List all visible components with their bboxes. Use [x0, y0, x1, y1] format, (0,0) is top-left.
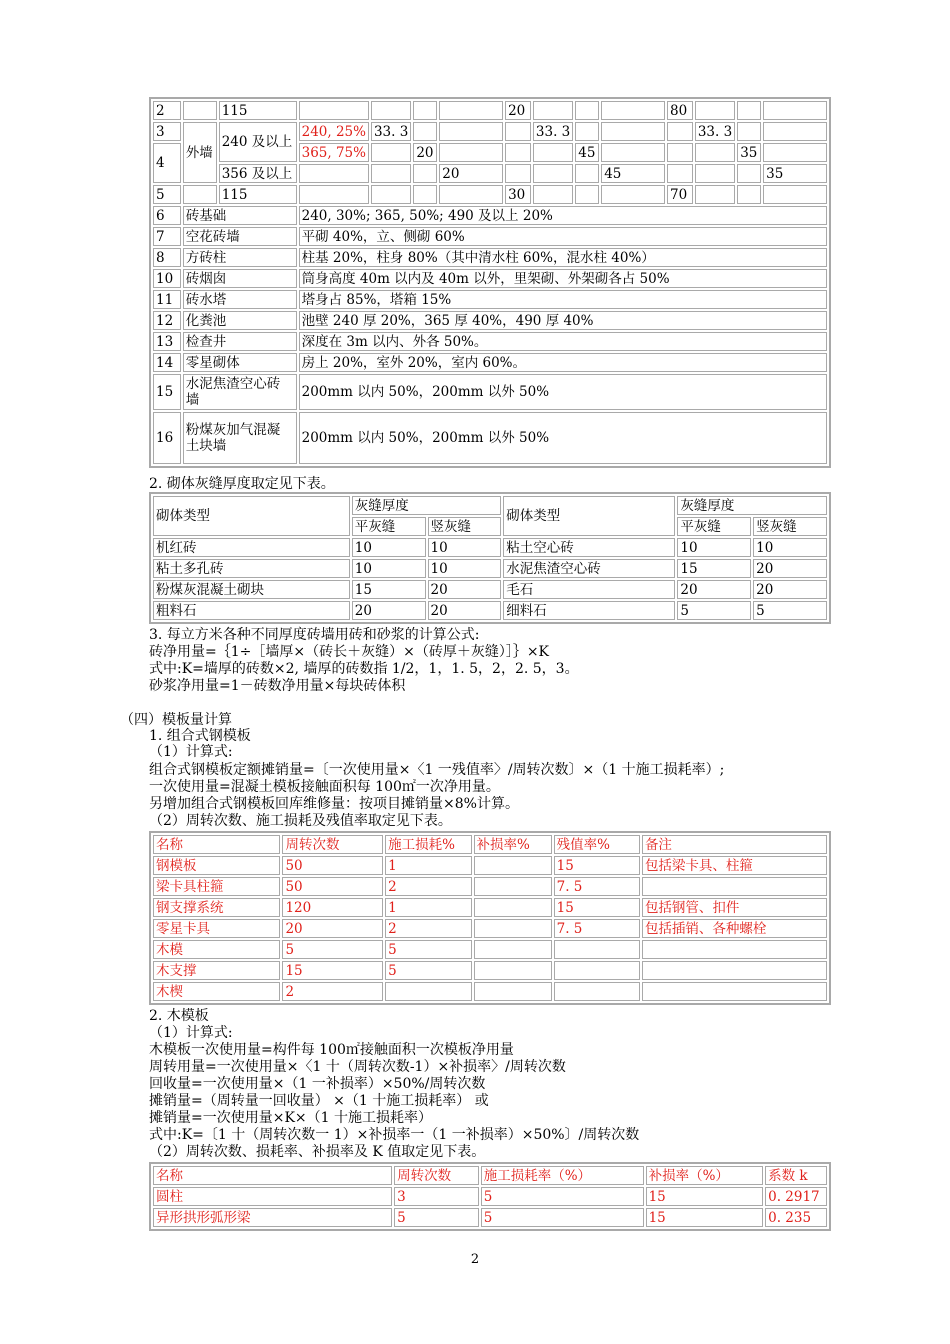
item-name-cell: 砖烟囱 — [183, 269, 297, 288]
masonry-ratio-upper-rows — [153, 101, 827, 204]
item-desc-cell: 筒身高度 40m 以内及 40m 以外，里架砌、外架砌各占 50% — [299, 269, 827, 288]
text-line: （2）周转次数、施工损耗及残值率取定见下表。 — [149, 813, 452, 829]
table-cell — [695, 143, 735, 162]
col-header-type: 砌体类型 — [153, 496, 350, 536]
table-row — [153, 940, 827, 959]
table-cell: 10 — [352, 559, 426, 578]
item-desc-cell: 200mm 以内 50%，200mm 以外 50% — [299, 412, 827, 464]
text-line: （1）计算式: — [149, 1025, 233, 1041]
table-cell — [371, 101, 411, 120]
table-cell — [642, 877, 827, 896]
table-cell — [299, 185, 369, 204]
col-header: 施工损耗率（%） — [481, 1166, 644, 1185]
table-cell — [474, 856, 552, 875]
table-cell: 35 — [737, 143, 761, 162]
table-cell — [575, 101, 599, 120]
col-header-vertical: 竖灰缝 — [428, 517, 502, 536]
row-number-cell: 11 — [153, 290, 181, 309]
table-cell — [554, 961, 640, 980]
table-cell — [439, 143, 503, 162]
col-header: 残值率% — [554, 835, 640, 854]
table-cell: 20 — [352, 601, 426, 620]
table-cell — [505, 164, 531, 183]
table-cell: 356 及以上 — [219, 164, 297, 183]
item-name-cell: 方砖柱 — [183, 248, 297, 267]
table-cell — [601, 143, 665, 162]
table-cell: 15 — [646, 1187, 764, 1206]
table-cell: 20 — [677, 580, 751, 599]
table-cell — [575, 122, 599, 141]
table-cell: 50 — [282, 856, 383, 875]
table-cell: 70 — [667, 185, 693, 204]
table-cell — [413, 101, 437, 120]
table-cell — [474, 961, 552, 980]
table-cell — [183, 185, 217, 204]
table-header-row — [153, 835, 827, 854]
table-cell — [695, 101, 735, 120]
table-cell — [474, 919, 552, 938]
table-row — [153, 101, 827, 120]
row-number-cell: 7 — [153, 227, 181, 246]
table-cell — [575, 164, 599, 183]
table-cell: 木楔 — [153, 982, 280, 1001]
table-cell: 15 — [646, 1208, 764, 1227]
text-line: 木模板一次使用量=构件每 100㎡接触面积一次模板净用量 — [149, 1042, 514, 1058]
item-desc-cell: 塔身占 85%，塔箱 15% — [299, 290, 827, 309]
table-row — [153, 311, 827, 330]
row-number-cell: 13 — [153, 332, 181, 351]
col-header-flat: 平灰缝 — [352, 517, 426, 536]
table-cell — [667, 143, 693, 162]
table-cell — [371, 185, 411, 204]
text-line: 砂浆净用量=1－砖数净用量×每块砖体积 — [149, 678, 406, 694]
table-cell: 0. 2917 — [765, 1187, 827, 1206]
table-cell — [763, 143, 827, 162]
col-header-type: 砌体类型 — [503, 496, 675, 536]
table-cell: 7. 5 — [554, 919, 640, 938]
item-name-cell: 砖水塔 — [183, 290, 297, 309]
table-cell — [474, 982, 552, 1001]
text-line: 周转用量=一次使用量×〈1 十（周转次数-1）×补损率〉/周转次数 — [149, 1059, 566, 1075]
table-cell — [695, 164, 735, 183]
table-header-row — [153, 1166, 827, 1185]
table-cell: 2 — [282, 982, 383, 1001]
text-line: 摊销量=（周转量一回收量） ×（1 十施工损耗率） 或 — [149, 1093, 489, 1109]
text-line: 回收量=一次使用量×（1 一补损率）×50%/周转次数 — [149, 1076, 486, 1092]
text-line: 摊销量=一次使用量×K×（1 十施工损耗率） — [149, 1110, 433, 1126]
table-cell: 15 — [554, 856, 640, 875]
wall-type-cell: 外墙 — [183, 122, 217, 183]
item-desc-cell: 柱基 20%，柱身 80%（其中清水柱 60%，混水柱 40%） — [299, 248, 827, 267]
table-cell — [533, 185, 573, 204]
col-header: 补损率% — [474, 835, 552, 854]
table-cell: 20 — [428, 580, 502, 599]
item-name-cell: 粉煤灰加气混凝土块墙 — [183, 412, 297, 464]
table-cell — [533, 101, 573, 120]
table-cell: 粘土多孔砖 — [153, 559, 350, 578]
table-cell — [474, 898, 552, 917]
table-cell: 5 — [153, 185, 181, 204]
table-cell: 45 — [601, 164, 665, 183]
table-cell: 33. 3 — [695, 122, 735, 141]
table-cell: 10 — [428, 538, 502, 557]
masonry-ratio-table — [149, 97, 831, 468]
table-row — [153, 374, 827, 410]
table-cell — [413, 185, 437, 204]
table-cell: 115 — [219, 185, 297, 204]
table-cell — [763, 122, 827, 141]
table-row — [153, 1187, 827, 1206]
row-number-cell: 10 — [153, 269, 181, 288]
table-row — [153, 877, 827, 896]
col-header-thickness: 灰缝厚度 — [352, 496, 502, 515]
table-cell: 33. 3 — [371, 122, 411, 141]
table-header-row — [153, 496, 827, 515]
steel-formwork-table — [149, 831, 831, 1005]
col-header: 补损率（%） — [646, 1166, 764, 1185]
table-cell — [763, 101, 827, 120]
table-cell: 3 — [394, 1187, 479, 1206]
item-name-cell: 空花砖墙 — [183, 227, 297, 246]
table-cell: 35 — [763, 164, 827, 183]
table-cell: 梁卡具柱箍 — [153, 877, 280, 896]
table-row — [153, 206, 827, 225]
table-cell — [439, 101, 503, 120]
row-number-cell: 6 — [153, 206, 181, 225]
table-cell: 33. 3 — [533, 122, 573, 141]
item-desc-cell: 平砌 40%，立、侧砌 60% — [299, 227, 827, 246]
item-desc-cell: 房上 20%，室外 20%，室内 60%。 — [299, 353, 827, 372]
table-cell: 5 — [481, 1208, 644, 1227]
col-header: 施工损耗% — [385, 835, 471, 854]
item-name-cell: 化粪池 — [183, 311, 297, 330]
table-cell — [385, 982, 471, 1001]
masonry-ratio-lower-rows — [153, 206, 827, 464]
table-cell — [737, 122, 761, 141]
table-row — [153, 601, 827, 620]
table-cell — [183, 101, 217, 120]
table-cell: 240, 25% — [299, 122, 369, 141]
table-cell: 5 — [481, 1187, 644, 1206]
table-cell — [474, 877, 552, 896]
table-cell: 5 — [677, 601, 751, 620]
table-row — [153, 898, 827, 917]
table-cell — [575, 185, 599, 204]
table-cell: 10 — [753, 538, 827, 557]
table-cell — [601, 122, 665, 141]
row-number-cell: 16 — [153, 412, 181, 464]
item-name-cell: 检查井 — [183, 332, 297, 351]
table-row — [153, 248, 827, 267]
table-row — [153, 164, 827, 183]
table-cell: 2 — [153, 101, 181, 120]
table-cell: 5 — [385, 940, 471, 959]
table-row — [153, 269, 827, 288]
table-cell: 30 — [505, 185, 531, 204]
table-cell — [554, 982, 640, 1001]
table-cell: 10 — [677, 538, 751, 557]
table-cell: 细料石 — [503, 601, 675, 620]
table-cell: 5 — [753, 601, 827, 620]
table-cell: 365, 75% — [299, 143, 369, 162]
table-cell — [413, 122, 437, 141]
table-row — [153, 332, 827, 351]
item-desc-cell: 池壁 240 厚 20%，365 厚 40%，490 厚 40% — [299, 311, 827, 330]
text-line: （1）计算式: — [149, 744, 233, 760]
col-header: 备注 — [642, 835, 827, 854]
table-row — [153, 538, 827, 557]
table-cell — [737, 164, 761, 183]
table-cell: 20 — [413, 143, 437, 162]
table-cell — [474, 940, 552, 959]
item-desc-cell: 200mm 以内 50%，200mm 以外 50% — [299, 374, 827, 410]
table-cell: 15 — [554, 898, 640, 917]
col-header: 名称 — [153, 835, 280, 854]
mortar-joint-title: 2. 砌体灰缝厚度取定见下表。 — [149, 476, 335, 492]
table-cell: 20 — [439, 164, 503, 183]
table-cell: 20 — [753, 559, 827, 578]
table-cell: 115 — [219, 101, 297, 120]
table-row — [153, 856, 827, 875]
col-header: 系数 k — [765, 1166, 827, 1185]
table-cell: 45 — [575, 143, 599, 162]
table-cell: 木模 — [153, 940, 280, 959]
table-cell: 5 — [385, 961, 471, 980]
row-number-cell: 12 — [153, 311, 181, 330]
table-cell — [601, 101, 665, 120]
table-cell — [439, 185, 503, 204]
table-cell: 粗料石 — [153, 601, 350, 620]
table-cell: 木支撑 — [153, 961, 280, 980]
col-header: 周转次数 — [394, 1166, 479, 1185]
table-cell — [554, 940, 640, 959]
text-line: 2. 木模板 — [149, 1008, 209, 1024]
table-cell — [667, 122, 693, 141]
table-row — [153, 982, 827, 1001]
item-name-cell: 砖基础 — [183, 206, 297, 225]
table-cell: 粘土空心砖 — [503, 538, 675, 557]
table-cell: 20 — [282, 919, 383, 938]
table-cell: 毛石 — [503, 580, 675, 599]
table-row — [153, 412, 827, 464]
table-cell — [505, 143, 531, 162]
table-cell: 包括钢管、扣件 — [642, 898, 827, 917]
text-line: 砖净用量=｛1÷［墙厚×（砖长＋灰缝）×（砖厚＋灰缝）］｝×K — [149, 644, 550, 660]
thickness-cell: 240 及以上 — [219, 122, 297, 162]
text-line: 3. 每立方米各种不同厚度砖墙用砖和砂浆的计算公式: — [149, 627, 480, 643]
table-cell: 15 — [352, 580, 426, 599]
wood-formwork-table — [149, 1162, 831, 1231]
col-header-thickness: 灰缝厚度 — [677, 496, 827, 515]
table-cell: 1 — [385, 856, 471, 875]
mortar-joint-table — [149, 492, 831, 624]
table-row — [153, 1208, 827, 1227]
table-cell — [413, 164, 437, 183]
table-cell: 120 — [282, 898, 383, 917]
text-line: 一次使用量=混凝土模板接触面积每 100㎡一次净用量。 — [149, 779, 500, 795]
table-cell: 5 — [282, 940, 383, 959]
table-cell: 5 — [394, 1208, 479, 1227]
text-line: 式中:K=墙厚的砖数×2, 墙厚的砖数指 1/2，1，1. 5，2，2. 5，3。 — [149, 661, 579, 677]
table-cell: 圆柱 — [153, 1187, 392, 1206]
table-cell: 包括插销、各种螺栓 — [642, 919, 827, 938]
table-row — [153, 580, 827, 599]
table-cell: 水泥焦渣空心砖 — [503, 559, 675, 578]
table-cell: 20 — [753, 580, 827, 599]
table-cell: 包括梁卡具、柱箍 — [642, 856, 827, 875]
row-number-cell: 14 — [153, 353, 181, 372]
text-line: 1. 组合式钢模板 — [149, 728, 251, 744]
table-cell: 10 — [428, 559, 502, 578]
table-cell — [533, 164, 573, 183]
table-cell: 20 — [428, 601, 502, 620]
table-cell: 零星卡具 — [153, 919, 280, 938]
table-cell: 3 — [153, 122, 181, 141]
text-line: 组合式钢模板定额摊销量=〔一次使用量×〈1 一残值率〉/周转次数〕×（1 十施工损耗率）; — [149, 762, 725, 778]
table-row — [153, 559, 827, 578]
table-cell: 0. 235 — [765, 1208, 827, 1227]
table-cell: 20 — [505, 101, 531, 120]
table-cell — [737, 185, 761, 204]
table-cell: 机红砖 — [153, 538, 350, 557]
row-number-cell: 15 — [153, 374, 181, 410]
text-line: 另增加组合式钢模板回库维修量：按项目摊销量×8%计算。 — [149, 796, 519, 812]
table-row — [153, 961, 827, 980]
row-number-cell: 8 — [153, 248, 181, 267]
table-cell: 15 — [282, 961, 383, 980]
table-cell: 15 — [677, 559, 751, 578]
table-row — [153, 185, 827, 204]
col-header: 名称 — [153, 1166, 392, 1185]
table-cell: 粉煤灰混凝土砌块 — [153, 580, 350, 599]
table-cell — [642, 940, 827, 959]
table-cell — [439, 122, 503, 141]
item-desc-cell: 深度在 3m 以内、外各 50%。 — [299, 332, 827, 351]
table-cell — [533, 143, 573, 162]
table-cell — [737, 101, 761, 120]
table-cell: 80 — [667, 101, 693, 120]
table-cell — [371, 143, 411, 162]
table-row — [153, 290, 827, 309]
table-cell: 异形拱形弧形梁 — [153, 1208, 392, 1227]
item-name-cell: 水泥焦渣空心砖墙 — [183, 374, 297, 410]
col-header-flat: 平灰缝 — [677, 517, 751, 536]
table-cell: 10 — [352, 538, 426, 557]
table-row — [153, 353, 827, 372]
table-row — [153, 227, 827, 246]
table-cell: 50 — [282, 877, 383, 896]
table-cell — [601, 185, 665, 204]
text-line: 式中:K=〔1 十（周转次数一 1）×补损率一（1 一补损率）×50%〕/周转次数 — [149, 1127, 640, 1143]
table-cell: 1 — [385, 898, 471, 917]
col-header: 周转次数 — [282, 835, 383, 854]
table-cell: 2 — [385, 919, 471, 938]
table-cell: 2 — [385, 877, 471, 896]
item-name-cell: 零星砌体 — [183, 353, 297, 372]
page-number: 2 — [470, 1252, 480, 1267]
table-cell — [695, 185, 735, 204]
table-cell — [763, 185, 827, 204]
table-row — [153, 919, 827, 938]
table-cell — [642, 961, 827, 980]
item-desc-cell: 240, 30%; 365, 50%; 490 及以上 20% — [299, 206, 827, 225]
table-cell: 钢模板 — [153, 856, 280, 875]
formwork-heading: （四）模板量计算 — [120, 712, 232, 728]
table-cell: 钢支撑系统 — [153, 898, 280, 917]
col-header-vertical: 竖灰缝 — [753, 517, 827, 536]
table-row — [153, 122, 827, 141]
table-cell — [667, 164, 693, 183]
table-cell — [505, 122, 531, 141]
text-line: （2）周转次数、损耗率、补损率及 K 值取定见下表。 — [149, 1144, 486, 1160]
table-cell — [371, 164, 411, 183]
table-cell — [299, 164, 369, 183]
table-cell — [642, 982, 827, 1001]
table-cell: 7. 5 — [554, 877, 640, 896]
row-number-cell: 4 — [153, 143, 181, 183]
table-cell — [299, 101, 369, 120]
